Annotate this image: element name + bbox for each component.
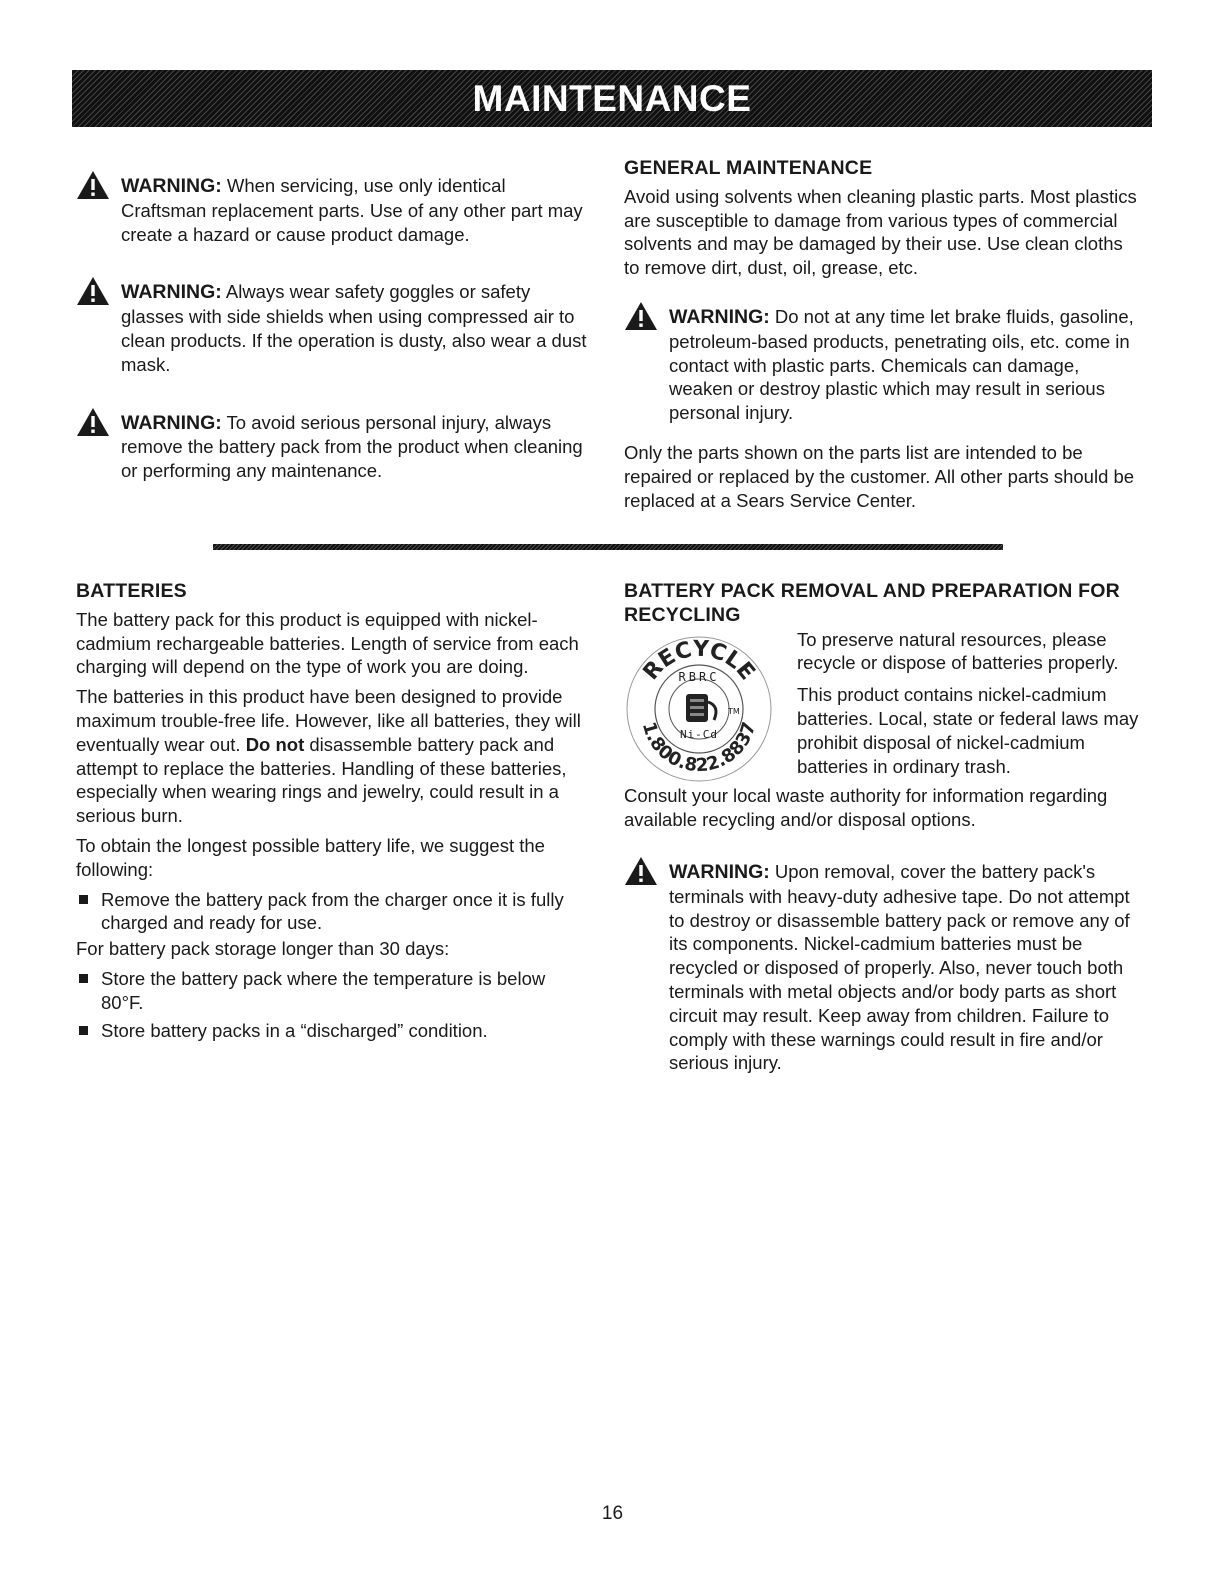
bullet-list — [76, 888, 591, 936]
paragraph: For battery pack storage longer than 30 days: — [76, 938, 450, 960]
list-item-text: Remove the battery pack from the charger once it is fully charged and ready for use. — [101, 888, 564, 934]
warning-triangle-icon — [76, 276, 110, 306]
warning-block — [76, 411, 591, 483]
paragraph: Consult your local waste authority for information regarding available recycling and/or disposal options. — [624, 785, 1108, 831]
general-maintenance-section — [624, 157, 1139, 512]
warning-text: Always wear safety goggles or safety glasses with side shields when using compressed air to clean products. If the operation is dusty, also wear a dust mask. — [121, 281, 587, 375]
warning-block — [624, 305, 1139, 425]
list-item — [76, 1019, 591, 1043]
warning-triangle-icon — [624, 856, 658, 886]
recycling-section — [624, 580, 1144, 1075]
paragraph: The battery pack for this product is equipped with nickel-cadmium rechargeable batteries. Length of service from each charging will depend on the type of work you are doing. — [76, 608, 579, 678]
warning-block — [76, 280, 591, 376]
bullet-square-icon — [79, 1026, 88, 1035]
section-banner — [72, 70, 1152, 127]
seal-org-text: RBRC — [678, 669, 720, 684]
batteries-section — [76, 580, 591, 1042]
paragraph: To preserve natural resources, please recycle or dispose of batteries properly. — [797, 628, 1119, 674]
bullet-list — [76, 967, 591, 1042]
paragraph: This product contains nickel-cadmium batteries. Local, state or federal laws may prohibit disposal of nickel-cadmium batteries in ordinary trash. — [797, 684, 1139, 777]
section-heading: BATTERIES — [76, 580, 187, 602]
warning-label: WARNING: — [669, 860, 770, 883]
section-divider — [213, 544, 1003, 550]
warning-label: WARNING: — [121, 281, 222, 304]
emphasis-text: Do not — [245, 733, 305, 755]
paragraph: To obtain the longest possible battery life, we suggest the following: — [76, 834, 545, 880]
seal-top-text: RECYCLE — [638, 636, 760, 685]
paragraph: Only the parts shown on the parts list are intended to be repaired or replaced by the customer. All other parts should be replaced at a Sears Service Center. — [624, 441, 1135, 511]
list-item — [76, 967, 591, 1015]
paragraph: Avoid using solvents when cleaning plastic parts. Most plastics are susceptible to damage from various types of commercial solvents and may be damaged by their use. Use clean cloths to remove dirt, dust, oil, grease, etc. — [624, 185, 1137, 279]
warning-triangle-icon — [76, 170, 110, 200]
warning-text: Upon removal, cover the battery pack's terminals with heavy-duty adhesive tape. Do not attempt to destroy or disassemble battery pack or remove any of its components. Nickel-cadmium batteries must be recycled or disposed of properly. Also, never touch both terminals with metal objects and/or body parts as short circuit may result. Keep away from children. Failure to comply with these warnings could result in fire and/or serious injury. — [669, 860, 1130, 1074]
bullet-square-icon — [79, 974, 88, 983]
recycle-block — [624, 628, 1144, 779]
paragraph — [76, 685, 591, 828]
seal-chem-text: Ni-Cd — [679, 727, 719, 741]
warning-block — [76, 174, 591, 246]
rbrc-recycle-seal-icon — [624, 634, 774, 784]
paragraph-text: disassemble battery pack and attempt to replace the batteries. Handling of these batteries, especially when wearing rings and jewelry, could result in a serious burn. — [76, 733, 567, 827]
list-item-text: Store battery packs in a “discharged” condition. — [101, 1019, 488, 1041]
paragraph-text: The batteries in this product have been designed to provide maximum trouble-free life. However, like all batteries, they will eventually wear out. — [76, 686, 581, 755]
section-heading: GENERAL MAINTENANCE — [624, 157, 873, 179]
bullet-square-icon — [79, 895, 88, 904]
warning-label: WARNING: — [669, 305, 770, 328]
warning-text: To avoid serious personal injury, always remove the battery pack from the product when cleaning or performing any maintenance. — [121, 411, 583, 482]
warning-triangle-icon — [76, 407, 110, 437]
warning-label: WARNING: — [121, 411, 222, 434]
warning-text: Do not at any time let brake fluids, gasoline, petroleum-based products, penetrating oils, etc. come in contact with plastic parts. Chemicals can damage, weaken or destroy plastic which may result in serious personal injury. — [669, 305, 1134, 424]
page-number: 16 — [601, 1503, 624, 1524]
warning-text: When servicing, use only identical Craftsman replacement parts. Use of any other part may create a hazard or cause product damage. — [121, 175, 583, 245]
warning-label: WARNING: — [121, 175, 222, 197]
list-item — [76, 888, 591, 936]
left-warnings-column — [76, 174, 591, 483]
seal-tm-text: TM — [728, 706, 740, 716]
warning-block — [624, 860, 1144, 1075]
section-heading: BATTERY PACK REMOVAL AND PREPARATION FOR RECYCLING — [624, 580, 1120, 626]
list-item-text: Store the battery pack where the temperature is below 80°F. — [101, 967, 546, 1013]
warning-triangle-icon — [624, 301, 658, 331]
seal-phone-text: 1.800.822.8837 — [637, 719, 761, 776]
page-title: MAINTENANCE — [472, 77, 752, 119]
